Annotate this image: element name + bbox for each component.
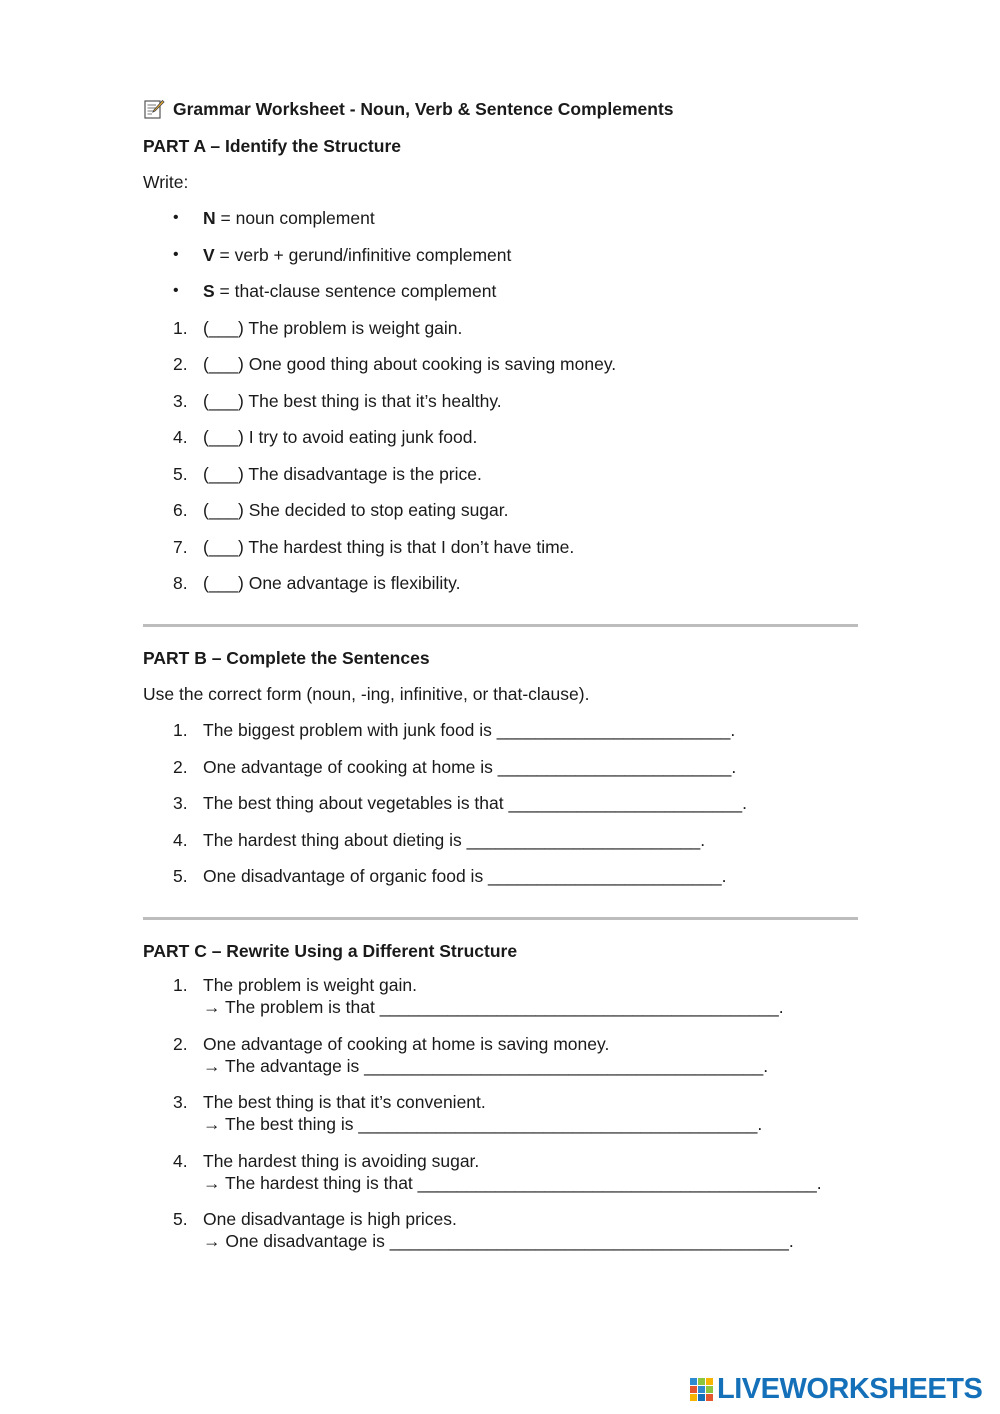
item-number: 3. <box>173 390 188 411</box>
rewrite-item[interactable] <box>143 1208 859 1252</box>
item-number: 2. <box>173 756 188 777</box>
question-item[interactable] <box>143 461 859 487</box>
section-divider <box>143 917 858 920</box>
legend-key: N <box>203 208 216 228</box>
legend-list <box>143 205 859 304</box>
legend-text: = verb + gerund/infinitive complement <box>214 244 512 265</box>
legend-item <box>143 278 859 304</box>
rewrite-item[interactable] <box>143 1150 859 1194</box>
legend-key: S <box>203 281 215 301</box>
legend-key: V <box>203 244 215 265</box>
memo-icon <box>143 98 165 120</box>
rewrite-item[interactable] <box>143 974 859 1018</box>
original-sentence: The hardest thing is avoiding sugar. <box>203 1150 480 1171</box>
question-item[interactable] <box>143 863 859 889</box>
item-number: 5. <box>173 463 188 484</box>
original-sentence: The best thing is that it’s convenient. <box>203 1092 486 1112</box>
item-text: (___) One advantage is flexibility. <box>203 573 461 593</box>
item-number: 8. <box>173 573 188 593</box>
legend-text: = noun complement <box>215 208 375 228</box>
item-number: 3. <box>173 793 188 813</box>
item-number: 2. <box>173 354 188 374</box>
item-number: 5. <box>173 1209 188 1229</box>
worksheet-title <box>143 96 859 122</box>
original-sentence: The problem is weight gain. <box>203 975 417 995</box>
section-divider <box>143 624 858 627</box>
item-text: One advantage of cooking at home is ________________________. <box>203 756 737 777</box>
item-text: The hardest thing about dieting is ________________________. <box>203 829 706 850</box>
rewrite-prompt: → The hardest thing is that _________________________________________. <box>203 1172 822 1193</box>
item-text: (___) The hardest thing is that I don’t have time. <box>203 536 575 557</box>
rewrite-prompt: → The best thing is _________________________________________. <box>203 1114 763 1134</box>
rewrite-prompt: → The problem is that _________________________________________. <box>203 997 784 1017</box>
question-item[interactable] <box>143 497 859 523</box>
worksheet-page <box>143 96 859 1267</box>
logo-blocks-icon <box>690 1378 713 1401</box>
question-item[interactable] <box>143 424 859 450</box>
original-sentence: One advantage of cooking at home is saving money. <box>203 1033 610 1054</box>
rewrite-item[interactable] <box>143 1033 859 1077</box>
item-text: (___) One good thing about cooking is saving money. <box>203 354 617 374</box>
part-b-items <box>143 717 859 889</box>
item-number: 7. <box>173 536 188 557</box>
item-number: 1. <box>173 720 188 740</box>
item-number: 4. <box>173 829 188 850</box>
part-b-heading: PART B – Complete the Sentences <box>143 648 430 668</box>
item-text: One disadvantage of organic food is ________________________. <box>203 866 727 886</box>
legend-text: = that-clause sentence complement <box>214 281 497 301</box>
item-number: 5. <box>173 866 188 886</box>
item-text: The best thing about vegetables is that ________________________. <box>203 793 747 813</box>
item-number: 1. <box>173 975 188 995</box>
item-text: (___) I try to avoid eating junk food. <box>203 427 478 447</box>
rewrite-item[interactable] <box>143 1091 859 1135</box>
question-item[interactable] <box>143 315 859 341</box>
legend-item <box>143 242 859 268</box>
part-c-items <box>143 974 859 1252</box>
item-text: (___) She decided to stop eating sugar. <box>203 500 509 520</box>
item-number: 3. <box>173 1092 188 1112</box>
item-number: 4. <box>173 427 188 447</box>
legend-item <box>143 205 859 231</box>
item-number: 4. <box>173 1150 188 1171</box>
question-item[interactable] <box>143 827 859 853</box>
part-b-intro: Use the correct form (noun, -ing, infinitive, or that-clause). <box>143 684 590 704</box>
logo-text: LIVEWORKSHEETS <box>717 1373 983 1405</box>
question-item[interactable] <box>143 351 859 377</box>
part-a-intro: Write: <box>143 172 189 192</box>
question-item[interactable] <box>143 388 859 414</box>
question-item[interactable] <box>143 570 859 596</box>
question-item[interactable] <box>143 754 859 780</box>
item-number: 1. <box>173 317 188 338</box>
liveworksheets-logo[interactable] <box>690 1374 982 1404</box>
rewrite-prompt: → The advantage is _________________________________________. <box>203 1055 769 1076</box>
item-number: 2. <box>173 1033 188 1054</box>
question-item[interactable] <box>143 717 859 743</box>
part-c-heading: PART C – Rewrite Using a Different Structure <box>143 941 518 961</box>
question-item[interactable] <box>143 534 859 560</box>
item-text: (___) The disadvantage is the price. <box>203 463 482 484</box>
original-sentence: One disadvantage is high prices. <box>203 1209 457 1229</box>
item-text: (___) The problem is weight gain. <box>203 317 463 338</box>
item-text: (___) The best thing is that it’s healthy. <box>203 390 502 411</box>
part-a-heading: PART A – Identify the Structure <box>143 136 401 156</box>
question-item[interactable] <box>143 790 859 816</box>
item-number: 6. <box>173 500 188 520</box>
title-text: Grammar Worksheet - Noun, Verb & Sentence Complements <box>173 99 674 119</box>
rewrite-prompt: → One disadvantage is _________________________________________. <box>203 1231 794 1251</box>
item-text: The biggest problem with junk food is ________________________. <box>203 720 736 740</box>
part-a-items <box>143 315 859 597</box>
